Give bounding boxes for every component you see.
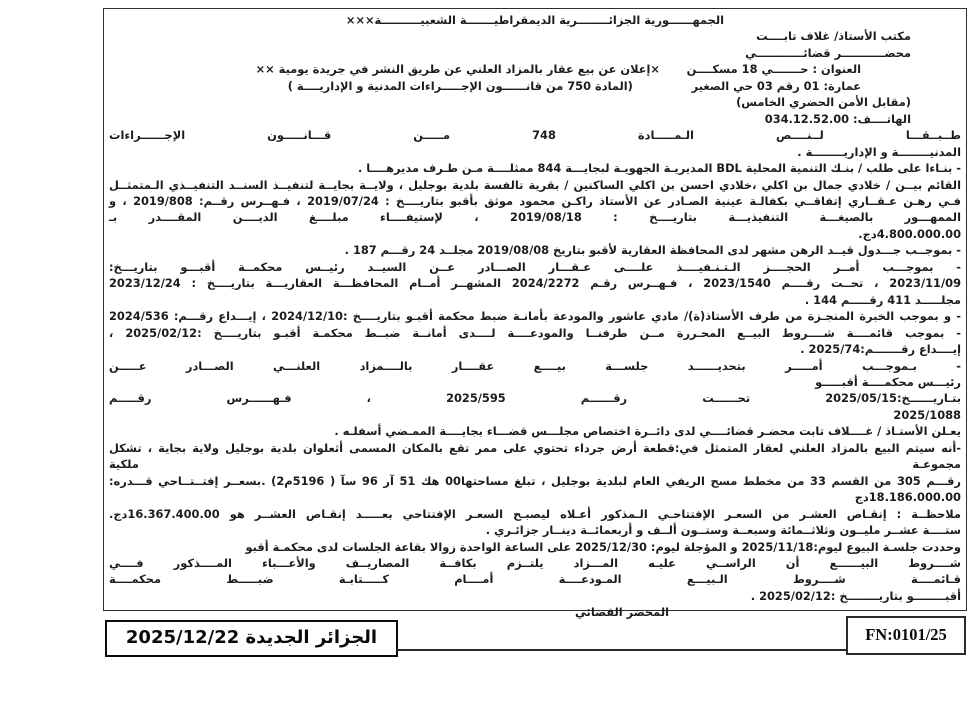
body-line-session-order: - بـموجـــب أمـــــر بتحديــــــد جلســـة بيــــع عقــــار بالــــمزاد العلنـــي الصـــادر عـــــن: [109, 358, 961, 373]
document-header: [109, 12, 961, 127]
building-article-row: [109, 78, 961, 94]
bailiff-role-line: محضـــــــــــر قضائــــــــــــي: [745, 45, 911, 60]
body-line-civil-admin: المدنيــــــــة و الإداريــــــــة .: [797, 144, 961, 159]
bailiff-office-line: مكتب الأستاذ/ غلاف تابــــت: [756, 29, 911, 44]
body-line-index-number: 2025/1088: [893, 407, 961, 422]
body-line-article-748: طــبــقـــا لــنــــص الـمـــــادة 748 مـــــن قـــانـــــون الإجــــــراءات: [109, 128, 962, 143]
announcement-document-frame: [103, 8, 967, 620]
body-line-lien-schedule: - بموجــب جـــدول قيــد الرهن مشهر لدى المحافظة العقارية لأقبو بتاريخ 2019/08/08 مجلــد 24 رقـــم 187 .: [344, 243, 961, 258]
body-line-property-area: رقـــم 305 من القسم 33 من مخطط مسح الريفي العام لبلدية بوجليل ، تبلغ مساحتها00 هك 51 آر 96 سآ ( 5196م2) .بسعــر إفتــتــاحي قـــدره:: [109, 473, 961, 488]
body-line-debt-amount: 4.800.000.00دج.: [858, 226, 961, 241]
body-line-executory-formula: الممهـــور بالصيغـــة التنفيذيـــة بتاريــــخ : 2019/08/18 ، لإستيفــــاء مبلــــغ الديــــن المقــــدر بـ: [109, 210, 961, 225]
building-line: عمارة: 01 رقم 03 حي الصغير: [691, 78, 861, 93]
address-line: العنوان : حـــــــي 18 مسكــــن: [686, 62, 861, 77]
body-line-price-reduction: ملاحظــة : إنقـاص العشـر من السعـر الإفتتاحـي الـمذكور أعـلاه ليصبـح السعـر الإفتتاحي بعـــــد إنقـاص العشــر هو 16.367.400.00دج.: [109, 506, 961, 521]
body-line-bdl-request: - بنـاءا على طلب / بنـك التنمية المحلية BDL المديريـة الجهويـة لبجايـــة 844 ممثلــــة مـن طـرف مديرهــــا .: [358, 161, 961, 176]
body-line-volume-number: مجلـــــد 411 رقـــــم 144 .: [804, 292, 961, 307]
body-line-order-date: بتـاريــــــخ:2025/05/15 تحــــــت رقــــــم 2025/595 ، فـهــــــرس رقـــــم: [109, 391, 961, 406]
body-line-seizure-order: - بموجـــب أمــر الحجــــز الـتـنـفيــــذ علــــى عـقـــار الصـــادر عــن السيــد رئيــس محكمــة أقبـــو بتاريـــخ:: [109, 259, 961, 274]
body-line-amount-words: ستــــة عشــر مليــون وثلاثــمائة وسبعــة وستــون ألــف و أربعمائــة دينــار جزائـري .: [485, 523, 961, 538]
body-line-opening-price: 18.186.000.00دج: [854, 490, 961, 505]
footer-divider-line: [396, 649, 848, 651]
body-line-session-dates: وحددت جلسـة البيوع ليوم:2025/11/18 و المؤجلة ليوم: 2025/12/30 على الساعة الواحدة زوالا بقاعة الجلسات لدى محكمـة أقبو: [245, 539, 961, 554]
body-line-seizure-details: 2023/11/09 ، تحــت رقــــم 2023/1540 ، فـهــرس رقـم 2024/2272 المشهــر أمــام المحافظـــة العقاريـــة بتاريــــخ : 2023/12/24: [109, 276, 961, 291]
article-reference: (المادة 750 من قانــــــون الإجـــــراءات المدنية و الإداريــــة ): [287, 78, 633, 93]
body-line-conditions-list: - بموجب قائمــــة شــــروط البيــع المحـررة مــن طرفنــا والمودعــــة لــــدى أمانــة ضبــط محكمـة أقبـو بتاريــــخ :2025/02/12 ،: [109, 325, 961, 340]
phone-line: الهاتــــف: 034.12.52.00: [764, 111, 911, 126]
bailiff-signature: المحضر القضائي: [575, 605, 669, 620]
body-line-debtors: القائم بيــن / خلادي جمال بن اكلي ،خلادي احسن بن اكلي الساكنين / بقرية تالفسة بلدية بوجليل ، ولايــة بجايــة لتنفيــذ السنــد التنفيــذي الـمتمثــل: [109, 177, 961, 192]
body-line-mortgage-deed: فـي رهـن عـقــاري إتفاقــي بكفالـة عينية الصـادر عن الأستاذ راكـن محمود موثق بأقبو بتاريــــخ : 2019/07/24 ، فـهــرس رقــم: 2019/808 ، و: [109, 193, 961, 208]
body-line-deposit-number: إيــــداع رقـــــــم:2025/74 .: [800, 342, 961, 357]
body-line-conditions-deposit: قـائمــــة شــــروط الـبيـــع المـودعــــة أمــــام كـــــتابـة ضبـــــط محكمــــة: [109, 572, 961, 587]
republic-title: الجمهــــــورية الجزائــــــــرية الديمقراطيـــــــة الشعبيــــــــــة×××: [345, 13, 725, 27]
body-line-bailiff-announces: يعـلن الأستـاذ / غــــلاف تابت محضـر قضائــــي لدى دائــرة اختصاص مجلـــس قضـــاء بجايــــة الممـضي أسفلـه .: [334, 424, 961, 439]
newspaper-name-date-box: الجزائر الجديدة 2025/12/22: [105, 620, 398, 657]
landmark-line: (مقابل الأمن الحضري الخامس): [736, 95, 911, 110]
address-announcement-row: [109, 61, 961, 77]
body-line-property-desc: -أنه سيتم البيع بالمزاد العلني لعقار المتمثل في:قطعة أرض جرداء تحتوي على ممر تقع بالمكان المسمى أثعلوان بلدية بوجليل ولاية بجاية ، تشكل مجموعـة ملكية: [109, 440, 961, 472]
body-line-court-president: رئيـــس محكمــــة أقبـــــو: [815, 374, 961, 389]
body-line-sale-conditions: شــــروط البيــــــع أن الراســي عليـه المـــزاد يلتــزم بكافــة المصاريــف والأعـــباء المــــذكور فــــي: [109, 555, 961, 570]
reference-number-box: FN:0101/25: [846, 616, 966, 655]
body-line-conditions-date: أقبــــــــو بتاريــــــــخ :2025/02/12 .: [750, 588, 961, 603]
body-line-expertise: - و بموجب الخبرة المنجـزة من طرف الأستاذ(ة)/ مادي عاشور والمودعة بأمانـة ضبط محكمة أقبـو بتاريــــخ :2024/12/10 ، إيـــداع رقـــم: 2024/536: [109, 309, 962, 324]
document-body: [109, 127, 961, 621]
announcement-title: ×إعلان عن بيع عقار بالمزاد العلني عن طريق النشر في جريدة يومية ××: [255, 62, 660, 77]
